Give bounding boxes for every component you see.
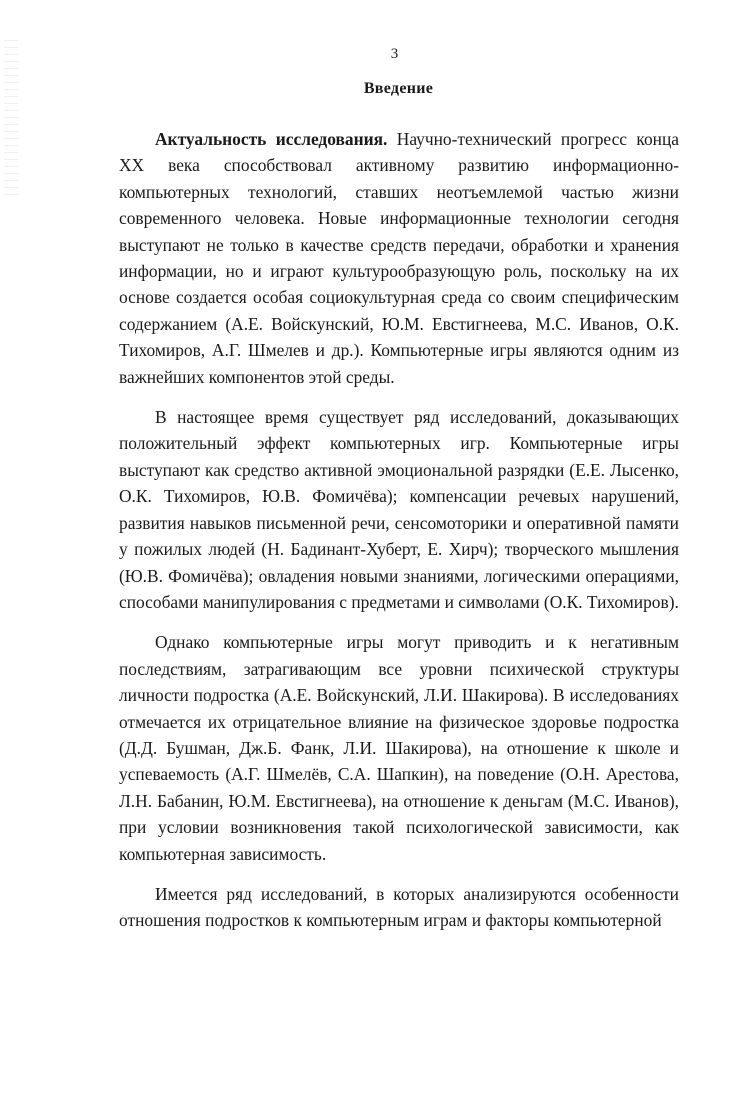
paragraph-4: Имеется ряд исследований, в которых анализируются особенности отношения подростков к компьютерным играм и факторы компьютерной xyxy=(119,883,679,931)
paragraph-3: Однако компьютерные игры могут приводить и к негативным последствиям, затрагивающим все уровни психической структуры личности подростка (А.Е. Войскунский, Л.И. Шакирова). В исследованиях отмечается их отрицательное влияние на физическое здоровье подростка (Д.Д. Бушман, Дж.Б. Фанк, Л.И. Шакирова), на отношение к школе и успеваемость (А.Г. Шмелёв, С.А. Шапкин), на поведение (О.Н. Арестова, Л.Н. Бабанин, Ю.М. Евстигнеева), на отношение к деньгам (М.С. Иванов), при условии возникновения такой психологической зависимости, как компьютерная зависимость. xyxy=(119,632,679,864)
paragraph-1 xyxy=(119,126,679,390)
page-number: 3 xyxy=(390,46,399,62)
paragraph-text: Научно-технический прогресс конца XX века способствовал активному развитию информационно-компьютерных технологий, ставших неотъемлемой частью жизни современного человека. Новые информационные технологии сегодня выступают не только в качестве средств передачи, обработки и хранения информации, но и играют культурообразующую роль, поскольку на их основе создается особая социокультурная среда со своим специфическим содержанием (А.Е. Войскунский, Ю.М. Евстигнеева, М.С. Иванов, О.К. Тихомиров, А.Г. Шмелев и др.). Компьютерные игры являются одним из важнейших компонентов этой среды. xyxy=(119,129,680,387)
scan-margin-artifact xyxy=(4,40,18,200)
body-text xyxy=(119,126,679,948)
paragraph-2: В настоящее время существует ряд исследований, доказывающих положительный эффект компьютерных игр. Компьютерные игры выступают как средство активной эмоциональной разрядки (Е.Е. Лысенко, О.К. Тихомиров, Ю.В. Фомичёва); компенсации речевых нарушений, развития навыков письменной речи, сенсомоторики и оперативной памяти у пожилых людей (Н. Бадинант-Хуберт, Е. Хирч); творческого мышления (Ю.В. Фомичёва); овладения новыми знаниями, логическими операциями, способами манипулирования с предметами и символами (О.К. Тихомиров). xyxy=(119,407,679,612)
paragraph-lead: Актуальность исследования. xyxy=(155,129,388,149)
section-heading: Введение xyxy=(363,80,434,97)
